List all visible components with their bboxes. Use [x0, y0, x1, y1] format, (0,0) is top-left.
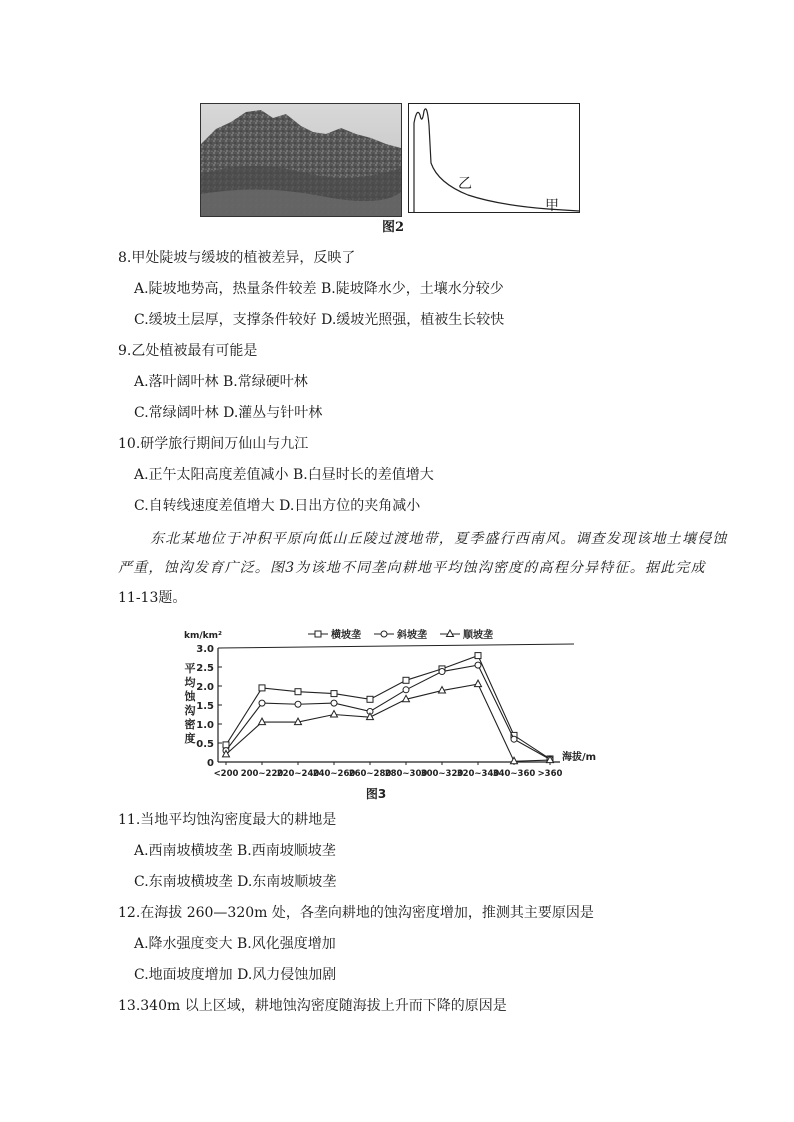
point-square — [295, 689, 301, 695]
legend-entry-label: 斜坡垄 — [397, 630, 427, 641]
q11-options-row1: A.西南坡横坡垄 B.西南坡顺坡垄 — [134, 843, 336, 859]
x-tick-label: 300~320 — [420, 769, 464, 779]
y-tick-label: 0.5 — [196, 739, 214, 750]
q11-stem: 11.当地平均蚀沟密度最大的耕地是 — [118, 812, 337, 828]
legend-triangle-marker — [447, 630, 454, 637]
q13-stem: 13.340m 以上区域，耕地蚀沟密度随海拔上升而下降的原因是 — [118, 998, 507, 1014]
q12-stem: 12.在海拔 260—320m 处，各垄向耕地的蚀沟密度增加，推测其主要原因是 — [118, 905, 594, 921]
q9-stem: 9.乙处植被最有可能是 — [118, 343, 258, 359]
point-triangle — [511, 757, 518, 764]
y-axis-label-char: 密 — [184, 718, 196, 731]
legend-entry-label: 顺坡垄 — [463, 630, 493, 641]
x-tick-label: 320~340 — [456, 769, 500, 779]
passage-line2: 严重，蚀沟发育广泛。图3为该地不同垄向耕地平均蚀沟密度的高程分异特征。据此完成 — [118, 560, 706, 576]
point-square — [403, 677, 409, 683]
y-axis-label-char: 度 — [184, 732, 196, 745]
x-tick-label: 280~300 — [384, 769, 428, 779]
x-tick-label: 340~360 — [492, 769, 536, 779]
point-triangle — [259, 718, 266, 725]
q11-options-row2: C.东南坡横坡垄 D.东南坡顺坡垄 — [134, 874, 337, 890]
point-triangle — [475, 680, 482, 687]
q8-stem: 8.甲处陡坡与缓坡的植被差异，反映了 — [118, 250, 356, 266]
x-tick-label: 260~280 — [348, 769, 392, 779]
x-tick-label: 220~240 — [276, 769, 320, 779]
passage-line3: 11-13题。 — [118, 590, 187, 606]
point-circle — [295, 701, 301, 707]
point-circle — [331, 700, 337, 706]
legend-circle-marker — [381, 631, 387, 637]
x-tick-label: 200~220 — [240, 769, 284, 779]
point-triangle — [331, 711, 338, 718]
series-line-triangle — [226, 684, 550, 761]
series-line-square — [226, 656, 550, 759]
y-axis-label-char: 均 — [184, 676, 196, 689]
y-tick-label: 2.5 — [196, 663, 214, 674]
legend-square-marker — [315, 631, 321, 637]
q10-options-row1: A.正午太阳高度差值减小 B.白昼时长的差值增大 — [134, 467, 434, 483]
erosion-gully-density-chart — [178, 622, 598, 802]
figure2-caption: 图2 — [382, 220, 405, 235]
q12-options-row2: C.地面坡度增加 D.风力侵蚀加剧 — [134, 967, 337, 983]
y-tick-label: 0 — [207, 758, 214, 769]
point-circle — [259, 700, 265, 706]
point-circle — [475, 662, 481, 668]
legend-border-line — [218, 644, 574, 648]
point-square — [475, 653, 481, 659]
x-axis-label: 海拔/m — [562, 752, 597, 763]
y-unit-label: km/km² — [184, 631, 222, 641]
y-tick-label: 1.5 — [196, 701, 214, 712]
point-circle — [511, 736, 517, 742]
x-tick-label: >360 — [537, 769, 563, 779]
x-tick-label: 240~260 — [312, 769, 356, 779]
mountain-photo-illustration — [201, 104, 401, 216]
point-square — [331, 691, 337, 697]
x-tick-label: <200 — [213, 769, 239, 779]
q9-options-row1: A.落叶阔叶林 B.常绿硬叶林 — [134, 374, 308, 390]
landscape-photo — [200, 103, 402, 217]
point-square — [259, 685, 265, 691]
y-axis-label-char: 蚀 — [184, 690, 196, 703]
y-axis-label-char: 沟 — [184, 704, 196, 717]
point-square — [367, 696, 373, 702]
y-tick-label: 1.0 — [196, 720, 214, 731]
passage-line1: 东北某地位于冲积平原向低山丘陵过渡地带，夏季盛行西南风。调查发现该地土壤侵蚀 — [150, 531, 728, 547]
q10-stem: 10.研学旅行期间万仙山与九江 — [118, 436, 309, 452]
q8-options-row2: C.缓坡土层厚，支撑条件较好 D.缓坡光照强，植被生长较快 — [134, 312, 505, 328]
y-tick-label: 2.0 — [196, 682, 214, 693]
q10-options-row2: C.自转线速度差值增大 D.日出方位的夹角减小 — [134, 498, 421, 514]
series-line-circle — [226, 665, 550, 759]
point-circle — [439, 669, 445, 675]
legend-entry-label: 横坡垄 — [331, 630, 361, 641]
label-jia: 甲 — [545, 198, 559, 214]
y-tick-label: 3.0 — [196, 644, 214, 655]
q8-options-row1: A.陡坡地势高，热量条件较差 B.陡坡降水少，土壤水分较少 — [134, 281, 504, 297]
q9-options-row2: C.常绿阔叶林 D.灌丛与针叶林 — [134, 405, 323, 421]
label-yi: 乙 — [458, 176, 472, 192]
figure3-caption: 图3 — [365, 787, 387, 801]
point-circle — [403, 687, 409, 693]
q12-options-row1: A.降水强度变大 B.风化强度增加 — [134, 936, 336, 952]
y-axis-label-char: 平 — [184, 662, 196, 675]
